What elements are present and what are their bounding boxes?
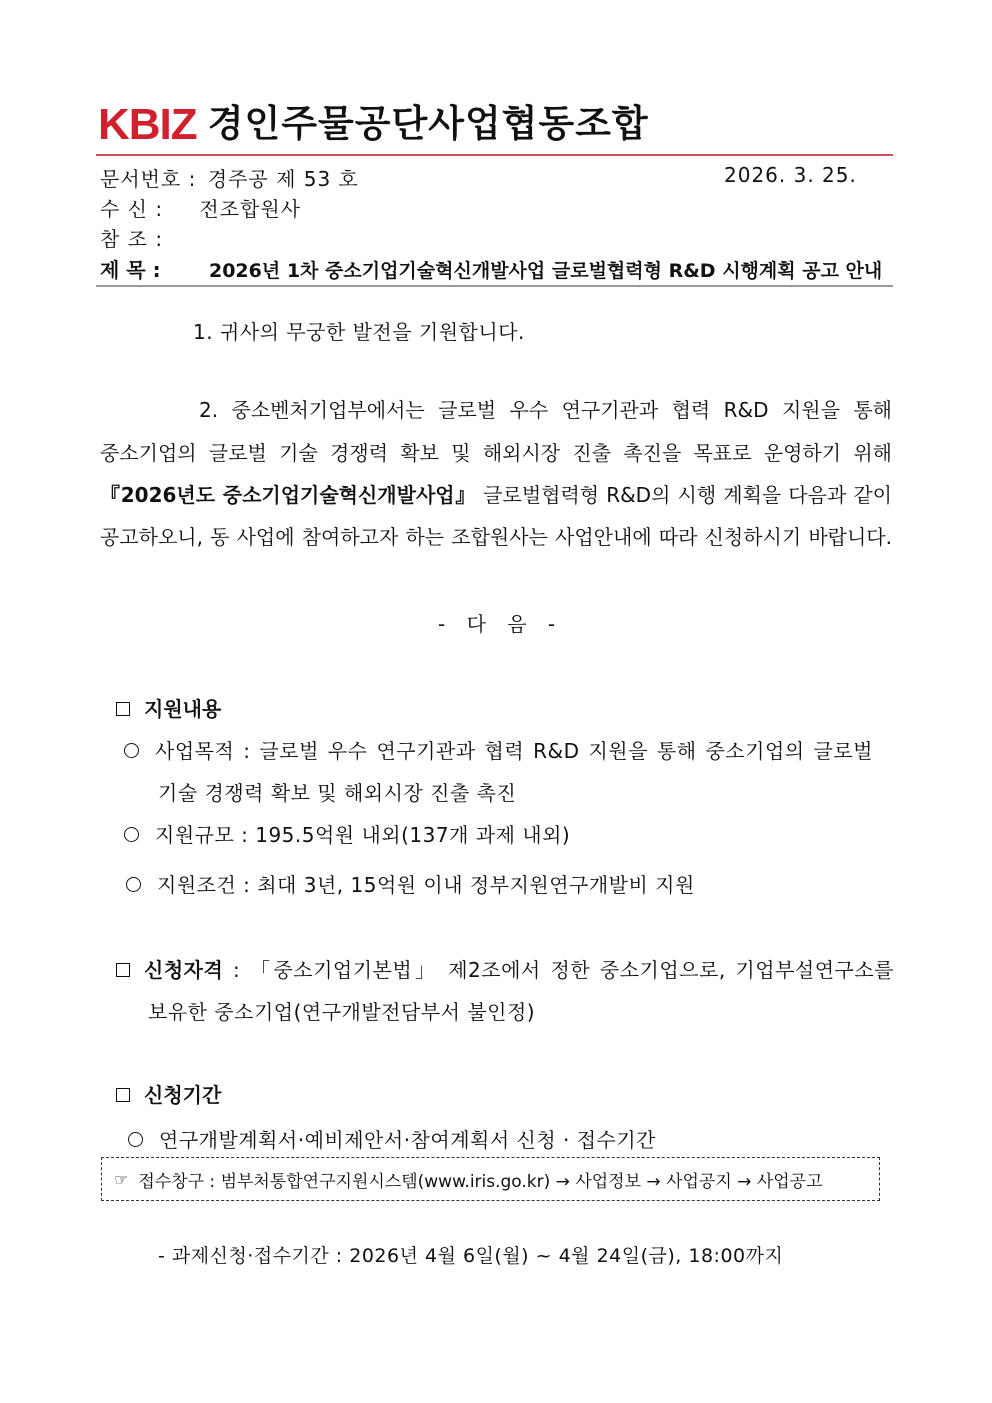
doc-number-row [100, 163, 359, 192]
application-window-text: 접수창구 : 범부처통합연구지원시스템(www.iris.go.kr) → 사업정보 → 사업공지 → 사업공고 [138, 1171, 823, 1192]
checkbox-square-icon [116, 1088, 130, 1102]
paragraph-2-line-3-rest: 글로벌협력형 R&D의 시행 계획을 다음과 같이 [476, 483, 892, 507]
recipient-row [100, 193, 301, 222]
circle-bullet-icon [124, 743, 139, 758]
doc-date: 2026. 3. 25. [724, 163, 857, 187]
organization-name: 경인주물공단사업협동조합 [207, 102, 649, 145]
circle-bullet-icon [124, 827, 139, 842]
doc-number-label: 문서번호 : [100, 167, 197, 191]
paragraph-2-line-2: 중소기업의 글로벌 기술 경쟁력 확보 및 해외시장 진출 촉진을 목표로 운영하기 위해 [100, 441, 892, 465]
section-period-title: 신청기간 [116, 1079, 221, 1108]
section-support-title: 지원내용 [116, 693, 221, 722]
reference-label: 참 조 : [100, 227, 164, 251]
kbiz-logo: KBIZ [98, 100, 197, 149]
checkbox-square-icon [116, 963, 130, 977]
application-window-box [101, 1157, 880, 1201]
circle-bullet-icon [128, 1132, 143, 1147]
eligibility-cont: 보유한 중소기업(연구개발전담부서 불인정) [148, 1000, 536, 1024]
period-item: 연구개발계획서·예비제안서·참여계획서 신청 · 접수기간 [128, 1124, 656, 1153]
paragraph-2-line-1: 2. 중소벤처기업부에서는 글로벌 우수 연구기관과 협력 R&D 지원을 통해 [199, 398, 892, 422]
next-heading: - 다 음 - [438, 612, 556, 636]
pointing-hand-icon: ☞ [114, 1169, 129, 1189]
support-purpose: 사업목적 : 글로벌 우수 연구기관과 협력 R&D 지원을 통해 중소기업의 글로벌 [124, 735, 892, 764]
checkbox-square-icon [116, 702, 130, 716]
circle-bullet-icon [126, 877, 141, 892]
subject-value: 2026년 1차 중소기업기술혁신개발사업 글로벌협력형 R&D 시행계획 공고 안내 [208, 260, 883, 282]
support-scale: 지원규모 : 195.5억원 내외(137개 과제 내외) [124, 819, 570, 848]
header-divider-red [96, 154, 893, 156]
paragraph-2-line-3 [100, 479, 892, 508]
recipient-value: 전조합원사 [199, 197, 301, 221]
letterhead [98, 96, 649, 150]
doc-number-value: 경주공 제 53 호 [207, 167, 359, 191]
eligibility-title: 신청자격 [144, 958, 224, 982]
period-deadline: - 과제신청·접수기간 : 2026년 4월 6일(월) ~ 4월 24일(금), 18:00까지 [158, 1245, 784, 1267]
recipient-label: 수 신 : [100, 197, 164, 221]
support-condition: 지원조건 : 최대 3년, 15억원 이내 정부지원연구개발비 지원 [126, 869, 695, 898]
paragraph-1: 1. 귀사의 무궁한 발전을 기원합니다. [193, 320, 525, 344]
program-name: 『2026년도 중소기업기술혁신개발사업』 [100, 483, 477, 507]
reference-row [100, 223, 163, 252]
subject-row [100, 254, 882, 283]
subject-label: 제 목 : [100, 258, 161, 282]
subject-divider [96, 285, 893, 287]
paragraph-2-line-4: 공고하오니, 동 사업에 참여하고자 하는 조합원사는 사업안내에 따라 신청하시기 바랍니다. [100, 525, 892, 549]
section-eligibility: 신청자격 : 「중소기업기본법」 제2조에서 정한 중소기업으로, 기업부설연구소를 [116, 954, 892, 983]
support-purpose-cont: 기술 경쟁력 확보 및 해외시장 진출 촉진 [158, 781, 517, 805]
